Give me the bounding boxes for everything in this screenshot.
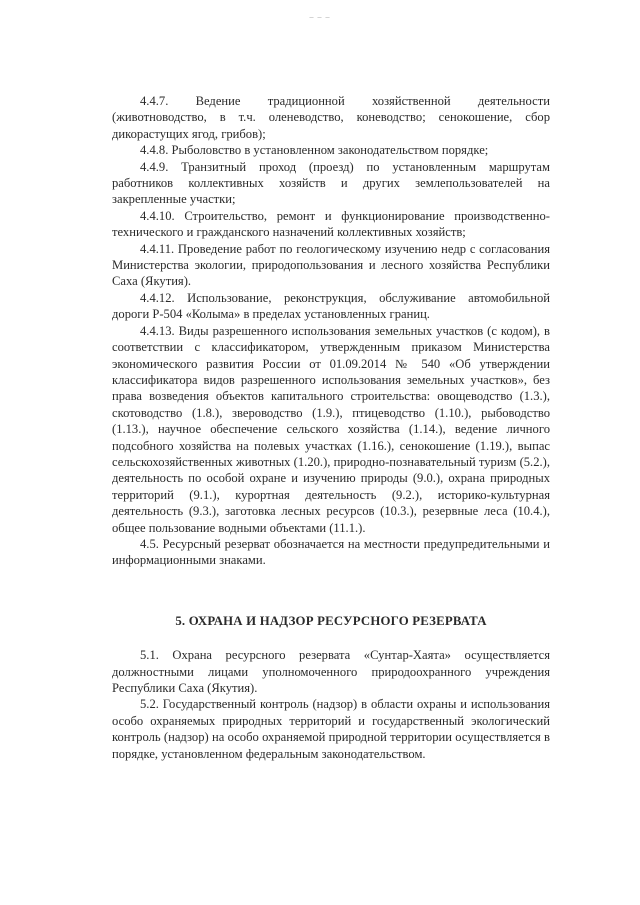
paragraph-4-5: 4.5. Ресурсный резерват обозначается на местности предупредительными и информационными знаками. [112, 536, 550, 568]
paragraph-4-4-7: 4.4.7. Ведение традиционной хозяйственной деятельности (животноводство, в т.ч. оленеводство, коневодство; сенокошение, сбор дикорастущих ягод, грибов); [112, 94, 550, 141]
page-number: – – – [309, 12, 331, 21]
paragraph-4-4-10: 4.4.10. Строительство, ремонт и функционирование производственно-технического и гражданского назначений коллективных хозяйств; [112, 208, 550, 240]
paragraph-4-4-11: 4.4.11. Проведение работ по геологическому изучению недр с согласования Министерства экологии, природопользования и лесного хозяйства Республики Саха (Якутия). [112, 241, 550, 289]
document-body [112, 93, 550, 762]
paragraph-5-2: 5.2. Государственный контроль (надзор) в области охраны и использования особо охраняемых природных территорий и государственный экологический контроль (надзор) на особо охраняемой природной территории осуществляется в порядке, установленном федеральным законодательством. [112, 697, 550, 761]
paragraph-4-4-8: 4.4.8. Рыболовство в установленном законодательством порядке; [140, 143, 489, 158]
paragraph-5-1: 5.1. Охрана ресурсного резервата «Сунтар-Хаята» осуществляется должностными лицами уполномоченного природоохранного учреждения Республики Саха (Якутия). [112, 648, 550, 695]
paragraph-4-4-13: 4.4.13. Виды разрешенного использования земельных участков (с кодом), в соответствии с классификатором, утвержденным приказом Министерства экономического развития России от 01.09.2014 № 540 «Об утверждении классификатора видов разрешенного использования земельных участков», без права возведения объектов капитального строительства: овощеводство (1.3.), скотоводство (1.8.), звероводство (1.9.), птицеводство (1.10.), рыбоводство (1.13.), научное обеспечение сельского хозяйства (1.14.), ведение личного подсобного хозяйства на полевых участках (1.16.), сенокошение (1.19.), выпас сельскохозяйственных животных (1.20.), природно-познавательный туризм (5.2.), деятельность по особой охране и изучению природы (9.0.), охрана природных территорий (9.1.), курортная деятельность (9.2.), историко-культурная деятельность (9.3.), заготовка лесных ресурсов (10.3.), резервные леса (10.4.), общее пользование водными объектами (11.1.). [112, 323, 550, 535]
section-heading: 5. ОХРАНА И НАДЗОР РЕСУРСНОГО РЕЗЕРВАТА [175, 613, 487, 628]
paragraph-4-4-9: 4.4.9. Транзитный проход (проезд) по установленным маршрутам работников коллективных хозяйств и других землепользователей на закрепленные участки; [112, 159, 550, 207]
paragraph-4-4-12: 4.4.12. Использование, реконструкция, обслуживание автомобильной дороги Р-504 «Колыма» в пределах установленных границ. [112, 290, 550, 322]
